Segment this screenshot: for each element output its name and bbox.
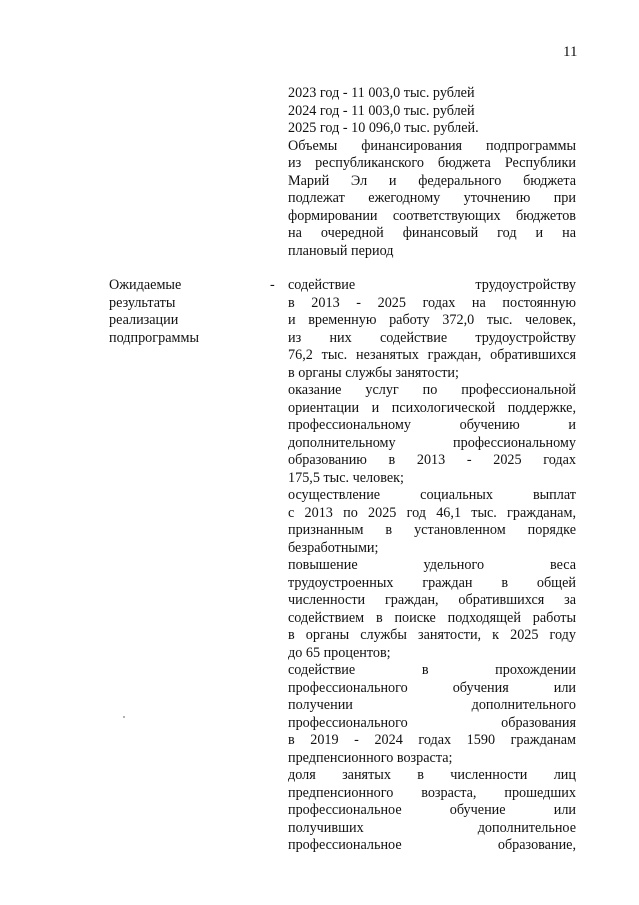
result-line: из них содействие трудоустройству xyxy=(288,329,576,346)
section-label-line: Ожидаемые xyxy=(109,277,182,293)
result-line: ориентации и психологической поддержке, xyxy=(288,399,576,416)
result-line: профессиональное обучение или xyxy=(288,802,576,818)
result-line: с 2013 по 2025 год 46,1 тыс. гражданам, xyxy=(288,504,576,521)
financing-block xyxy=(288,85,576,260)
financing-year-line: 2023 год - 11 003,0 тыс. рублей xyxy=(288,85,475,101)
result-line: безработными; xyxy=(288,539,379,556)
result-line: получении дополнительного xyxy=(288,697,576,713)
label-dash: - xyxy=(270,277,275,293)
result-line: содействие трудоустройству xyxy=(288,277,576,293)
result-line: 76,2 тыс. незанятых граждан, обратившихся xyxy=(288,347,576,363)
financing-note-line: Марий Эл и федерального бюджета xyxy=(288,172,576,189)
expected-results xyxy=(288,277,576,855)
result-line: в 2019 - 2024 годах 1590 гражданам xyxy=(288,732,576,748)
result-line: доля занятых в численности лиц xyxy=(288,767,576,783)
result-line: 175,5 тыс. человек; xyxy=(288,469,404,486)
result-line: профессионального образования xyxy=(288,714,576,731)
result-line: в органы службы занятости, к 2025 году xyxy=(288,627,576,643)
result-line: повышение удельного веса xyxy=(288,557,576,573)
result-line: в 2013 - 2025 годах на постоянную xyxy=(288,294,576,311)
result-line: содействие в прохождении xyxy=(288,662,576,678)
result-line: профессиональное образование, xyxy=(288,837,576,853)
result-line: дополнительному профессиональному xyxy=(288,434,576,451)
section-label-line: результаты xyxy=(109,294,176,311)
result-line: предпенсионного возраста; xyxy=(288,749,453,766)
section-label-line: реализации xyxy=(109,312,179,328)
result-line: признанным в установленном порядке xyxy=(288,522,576,538)
result-line: профессиональному обучению и xyxy=(288,417,576,433)
result-line: осуществление социальных выплат xyxy=(288,487,576,503)
financing-note-line: из республиканского бюджета Республики xyxy=(288,155,576,171)
result-line: и временную работу 372,0 тыс. человек, xyxy=(288,312,576,328)
financing-year-line: 2025 год - 10 096,0 тыс. рублей. xyxy=(288,120,479,136)
result-line: трудоустроенных граждан в общей xyxy=(288,574,576,591)
financing-note-line: формировании соответствующих бюджетов xyxy=(288,207,576,224)
result-line: образованию в 2013 - 2025 годах xyxy=(288,452,576,468)
result-line: оказание услуг по профессиональной xyxy=(288,382,576,398)
result-line: получивших дополнительное xyxy=(288,819,576,836)
result-line: профессионального обучения или xyxy=(288,679,576,696)
section-label xyxy=(109,277,269,347)
result-line: в органы службы занятости; xyxy=(288,364,459,381)
result-line: содействием в поиске подходящей работы xyxy=(288,609,576,626)
result-line: до 65 процентов; xyxy=(288,644,391,661)
financing-note-line: подлежат ежегодному уточнению при xyxy=(288,190,576,206)
result-line: численности граждан, обратившихся за xyxy=(288,592,576,608)
scan-speck xyxy=(123,716,125,718)
page-number: 11 xyxy=(563,44,578,60)
financing-year-line: 2024 год - 11 003,0 тыс. рублей xyxy=(288,102,475,119)
section-label-line: подпрограммы xyxy=(109,329,199,346)
financing-note-line: плановый период xyxy=(288,242,394,259)
result-line: предпенсионного возраста, прошедших xyxy=(288,784,576,801)
financing-note-line: Объемы финансирования подпрограммы xyxy=(288,137,576,154)
financing-note-line: на очередной финансовый год и на xyxy=(288,225,576,241)
